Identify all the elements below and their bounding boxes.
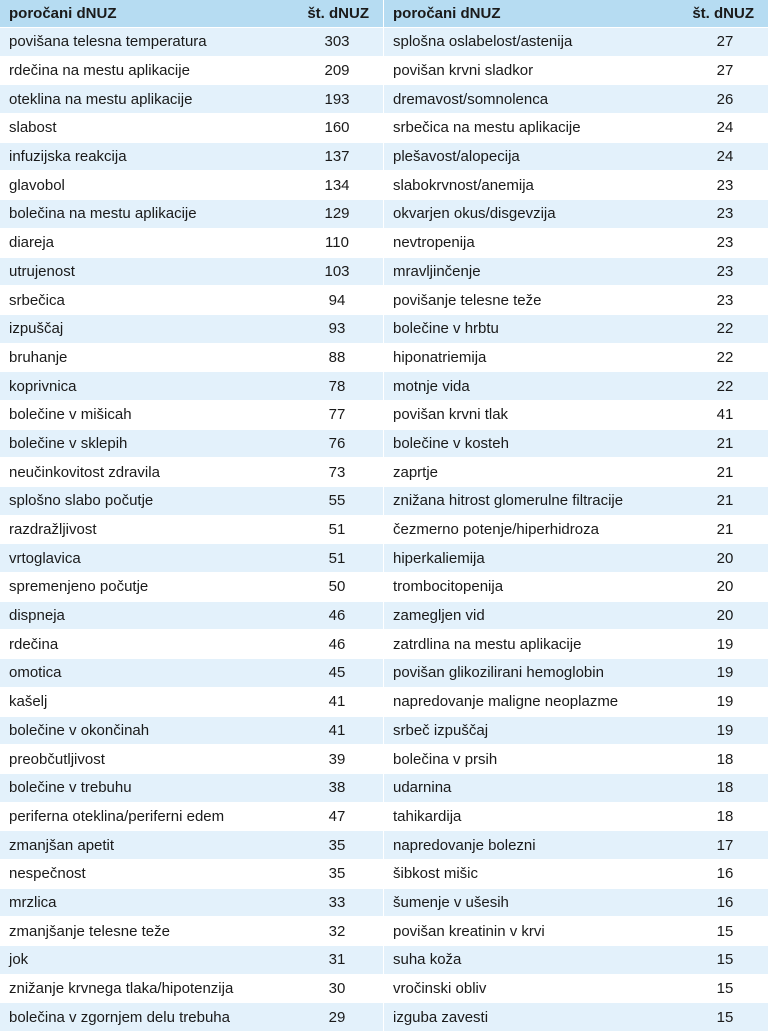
table-row xyxy=(384,946,768,975)
table-row xyxy=(0,286,383,315)
reaction-name: zatrdlina na mestu aplikacije xyxy=(393,635,582,653)
right-column-table xyxy=(384,0,768,1033)
table-row xyxy=(384,602,768,631)
reaction-count: 21 xyxy=(716,492,734,510)
reaction-count: 77 xyxy=(328,406,346,424)
reaction-count: 55 xyxy=(328,492,346,510)
reaction-count: 46 xyxy=(328,635,346,653)
reaction-name: izguba zavesti xyxy=(393,1008,489,1026)
reaction-count: 19 xyxy=(716,635,734,653)
reaction-name: zamegljen vid xyxy=(393,607,485,625)
table-row xyxy=(0,602,383,631)
reaction-count: 29 xyxy=(328,1008,346,1026)
reaction-count: 137 xyxy=(324,148,350,166)
reaction-count: 41 xyxy=(716,406,734,424)
reaction-name: jok xyxy=(9,951,29,969)
reaction-count: 22 xyxy=(716,377,734,395)
table-row xyxy=(0,171,383,200)
reaction-name: bolečine v trebuhu xyxy=(9,779,132,797)
reaction-count: 23 xyxy=(716,291,734,309)
table-row xyxy=(384,114,768,143)
reaction-count: 41 xyxy=(328,693,346,711)
reaction-name: slabokrvnost/anemija xyxy=(393,176,534,194)
reaction-count: 103 xyxy=(324,262,350,280)
reaction-count: 45 xyxy=(328,664,346,682)
table-row xyxy=(384,917,768,946)
reaction-name: omotica xyxy=(9,664,62,682)
reaction-name: povišan kreatinin v krvi xyxy=(393,922,545,940)
table-row xyxy=(384,659,768,688)
reaction-count: 32 xyxy=(328,922,346,940)
reaction-name: znižana hitrost glomerulne filtracije xyxy=(393,492,624,510)
table-row xyxy=(384,774,768,803)
reaction-name: mravljinčenje xyxy=(393,262,481,280)
reaction-count: 33 xyxy=(328,893,346,911)
reaction-count: 20 xyxy=(716,578,734,596)
table-row xyxy=(0,889,383,918)
table-row xyxy=(0,860,383,889)
header-name: poročani dNUZ xyxy=(393,5,501,22)
reaction-name: napredovanje maligne neoplazme xyxy=(393,693,619,711)
table-row xyxy=(384,516,768,545)
table-row xyxy=(0,57,383,86)
reaction-name: bruhanje xyxy=(9,348,68,366)
reaction-name: šumenje v ušesih xyxy=(393,893,509,911)
table-row xyxy=(384,401,768,430)
table-header-right xyxy=(384,0,768,28)
reaction-count: 303 xyxy=(324,33,350,51)
table-row xyxy=(384,85,768,114)
header-name: poročani dNUZ xyxy=(9,5,117,22)
reaction-count: 24 xyxy=(716,148,734,166)
reaction-name: bolečine v mišicah xyxy=(9,406,132,424)
reaction-count: 94 xyxy=(328,291,346,309)
table-row xyxy=(384,831,768,860)
table-row xyxy=(384,717,768,746)
table-row xyxy=(0,831,383,860)
reaction-count: 19 xyxy=(716,664,734,682)
reaction-name: motnje vida xyxy=(393,377,470,395)
reaction-name: spremenjeno počutje xyxy=(9,578,149,596)
table-row xyxy=(384,143,768,172)
reaction-name: povišan krvni tlak xyxy=(393,406,509,424)
reaction-name: hiperkaliemija xyxy=(393,549,485,567)
reaction-name: udarnina xyxy=(393,779,452,797)
table-row xyxy=(384,630,768,659)
reaction-name: rdečina na mestu aplikacije xyxy=(9,62,190,80)
reaction-name: trombocitopenija xyxy=(393,578,504,596)
reaction-name: neučinkovitost zdravila xyxy=(9,463,160,481)
reaction-count: 16 xyxy=(716,893,734,911)
reaction-name: oteklina na mestu aplikacije xyxy=(9,90,193,108)
table-row xyxy=(0,85,383,114)
reaction-name: bolečine v okončinah xyxy=(9,721,150,739)
reaction-name: suha koža xyxy=(393,951,462,969)
reaction-name: mrzlica xyxy=(9,893,57,911)
table-row xyxy=(0,688,383,717)
reaction-name: vrtoglavica xyxy=(9,549,81,567)
table-row xyxy=(0,258,383,287)
reaction-name: periferna oteklina/periferni edem xyxy=(9,807,225,825)
reaction-count: 27 xyxy=(716,62,734,80)
reaction-count: 15 xyxy=(716,922,734,940)
reaction-count: 26 xyxy=(716,90,734,108)
reaction-name: okvarjen okus/disgevzija xyxy=(393,205,556,223)
table-row xyxy=(384,860,768,889)
reaction-name: splošno slabo počutje xyxy=(9,492,154,510)
reaction-count: 35 xyxy=(328,836,346,854)
reaction-count: 18 xyxy=(716,807,734,825)
reaction-name: bolečina v prsih xyxy=(393,750,498,768)
reaction-count: 15 xyxy=(716,980,734,998)
table-row xyxy=(0,344,383,373)
reaction-count: 160 xyxy=(324,119,350,137)
reaction-count: 23 xyxy=(716,234,734,252)
reaction-count: 129 xyxy=(324,205,350,223)
table-row xyxy=(384,487,768,516)
header-count: št. dNUZ xyxy=(307,5,369,22)
table-row xyxy=(0,544,383,573)
table-row xyxy=(384,28,768,57)
reaction-name: bolečina v zgornjem delu trebuha xyxy=(9,1008,230,1026)
reaction-count: 27 xyxy=(716,33,734,51)
table-row xyxy=(384,57,768,86)
table-row xyxy=(384,200,768,229)
table-row xyxy=(0,458,383,487)
reaction-name: razdražljivost xyxy=(9,521,97,539)
reaction-count: 23 xyxy=(716,176,734,194)
reaction-count: 31 xyxy=(328,951,346,969)
table-row xyxy=(0,573,383,602)
reaction-count: 19 xyxy=(716,721,734,739)
table-row xyxy=(0,917,383,946)
table-row xyxy=(0,430,383,459)
reaction-name: povišana telesna temperatura xyxy=(9,33,207,51)
reaction-name: plešavost/alopecija xyxy=(393,148,520,166)
table-row xyxy=(0,372,383,401)
reaction-count: 17 xyxy=(716,836,734,854)
table-row xyxy=(384,315,768,344)
table-row xyxy=(0,516,383,545)
table-row xyxy=(384,372,768,401)
reaction-count: 39 xyxy=(328,750,346,768)
header-count: št. dNUZ xyxy=(692,5,754,22)
reaction-name: preobčutljivost xyxy=(9,750,105,768)
reaction-name: tahikardija xyxy=(393,807,462,825)
reaction-count: 47 xyxy=(328,807,346,825)
table-row xyxy=(384,803,768,832)
reaction-name: glavobol xyxy=(9,176,65,194)
reaction-name: povišanje telesne teže xyxy=(393,291,542,309)
table-row xyxy=(384,544,768,573)
table-row xyxy=(0,401,383,430)
reaction-name: slabost xyxy=(9,119,57,137)
reaction-count: 93 xyxy=(328,320,346,338)
reaction-name: bolečine v hrbtu xyxy=(393,320,499,338)
reaction-count: 76 xyxy=(328,434,346,452)
table-row xyxy=(384,1003,768,1032)
reaction-name: šibkost mišic xyxy=(393,865,479,883)
reaction-name: povišan glikozilirani hemoglobin xyxy=(393,664,604,682)
reaction-count: 21 xyxy=(716,463,734,481)
reaction-name: napredovanje bolezni xyxy=(393,836,536,854)
reaction-count: 38 xyxy=(328,779,346,797)
reaction-count: 30 xyxy=(328,980,346,998)
reaction-name: kašelj xyxy=(9,693,48,711)
reaction-name: čezmerno potenje/hiperhidroza xyxy=(393,521,599,539)
reaction-name: dispneja xyxy=(9,607,65,625)
reaction-count: 193 xyxy=(324,90,350,108)
reaction-name: srbečica xyxy=(9,291,65,309)
table-row xyxy=(384,975,768,1004)
reaction-name: znižanje krvnega tlaka/hipotenzija xyxy=(9,980,234,998)
reaction-name: diareja xyxy=(9,234,55,252)
table-row xyxy=(0,803,383,832)
reaction-count: 134 xyxy=(324,176,350,194)
table-row xyxy=(0,774,383,803)
table-row xyxy=(0,114,383,143)
reaction-name: nespečnost xyxy=(9,865,86,883)
reaction-count: 51 xyxy=(328,549,346,567)
table-row xyxy=(384,344,768,373)
reaction-name: utrujenost xyxy=(9,262,75,280)
table-row xyxy=(384,286,768,315)
left-table-body xyxy=(0,28,383,1032)
table-row xyxy=(0,487,383,516)
reaction-name: dremavost/somnolenca xyxy=(393,90,549,108)
reaction-name: bolečine v kosteh xyxy=(393,434,509,452)
reaction-name: zmanjšanje telesne teže xyxy=(9,922,170,940)
table-row xyxy=(0,1003,383,1032)
reaction-count: 20 xyxy=(716,549,734,567)
reaction-name: rdečina xyxy=(9,635,59,653)
reaction-count: 73 xyxy=(328,463,346,481)
table-row xyxy=(0,28,383,57)
reaction-count: 50 xyxy=(328,578,346,596)
reaction-count: 22 xyxy=(716,348,734,366)
reaction-name: bolečine v sklepih xyxy=(9,434,128,452)
reaction-name: povišan krvni sladkor xyxy=(393,62,534,80)
reaction-count: 23 xyxy=(716,205,734,223)
reaction-count: 18 xyxy=(716,750,734,768)
reaction-count: 21 xyxy=(716,434,734,452)
reaction-count: 110 xyxy=(325,234,349,252)
reaction-name: nevtropenija xyxy=(393,234,475,252)
table-row xyxy=(0,745,383,774)
reaction-count: 41 xyxy=(328,721,346,739)
table-row xyxy=(0,200,383,229)
table-row xyxy=(0,143,383,172)
reaction-name: zaprtje xyxy=(393,463,439,481)
reaction-name: hiponatriemija xyxy=(393,348,487,366)
reaction-count: 35 xyxy=(328,865,346,883)
reaction-name: vročinski obliv xyxy=(393,980,487,998)
reaction-count: 15 xyxy=(716,1008,734,1026)
table-row xyxy=(384,573,768,602)
table-row xyxy=(0,315,383,344)
table-row xyxy=(384,258,768,287)
table-row xyxy=(0,659,383,688)
reaction-name: infuzijska reakcija xyxy=(9,148,127,166)
reaction-count: 19 xyxy=(716,693,734,711)
table-row xyxy=(384,229,768,258)
table-row xyxy=(384,889,768,918)
table-row xyxy=(0,946,383,975)
reaction-count: 16 xyxy=(716,865,734,883)
table-row xyxy=(0,229,383,258)
reaction-count: 20 xyxy=(716,607,734,625)
table-row xyxy=(384,430,768,459)
table-row xyxy=(384,745,768,774)
table-row xyxy=(0,717,383,746)
reaction-count: 15 xyxy=(716,951,734,969)
reaction-count: 78 xyxy=(328,377,346,395)
table-row xyxy=(384,171,768,200)
right-table-body xyxy=(384,28,768,1032)
reaction-count: 18 xyxy=(716,779,734,797)
reaction-name: zmanjšan apetit xyxy=(9,836,115,854)
reaction-count: 51 xyxy=(328,521,346,539)
reaction-name: srbečica na mestu aplikacije xyxy=(393,119,581,137)
reaction-name: splošna oslabelost/astenija xyxy=(393,33,573,51)
reaction-count: 24 xyxy=(716,119,734,137)
table-header-left xyxy=(0,0,383,28)
table-row xyxy=(0,630,383,659)
reaction-count: 23 xyxy=(716,262,734,280)
reaction-name: srbeč izpuščaj xyxy=(393,721,489,739)
reaction-count: 21 xyxy=(716,521,734,539)
reaction-name: izpuščaj xyxy=(9,320,64,338)
reaction-count: 46 xyxy=(328,607,346,625)
reaction-count: 22 xyxy=(716,320,734,338)
table-row xyxy=(384,688,768,717)
reaction-name: koprivnica xyxy=(9,377,77,395)
reaction-count: 209 xyxy=(324,62,350,80)
table-row xyxy=(0,975,383,1004)
reaction-count: 88 xyxy=(328,348,346,366)
table-row xyxy=(384,458,768,487)
reaction-name: bolečina na mestu aplikacije xyxy=(9,205,197,223)
